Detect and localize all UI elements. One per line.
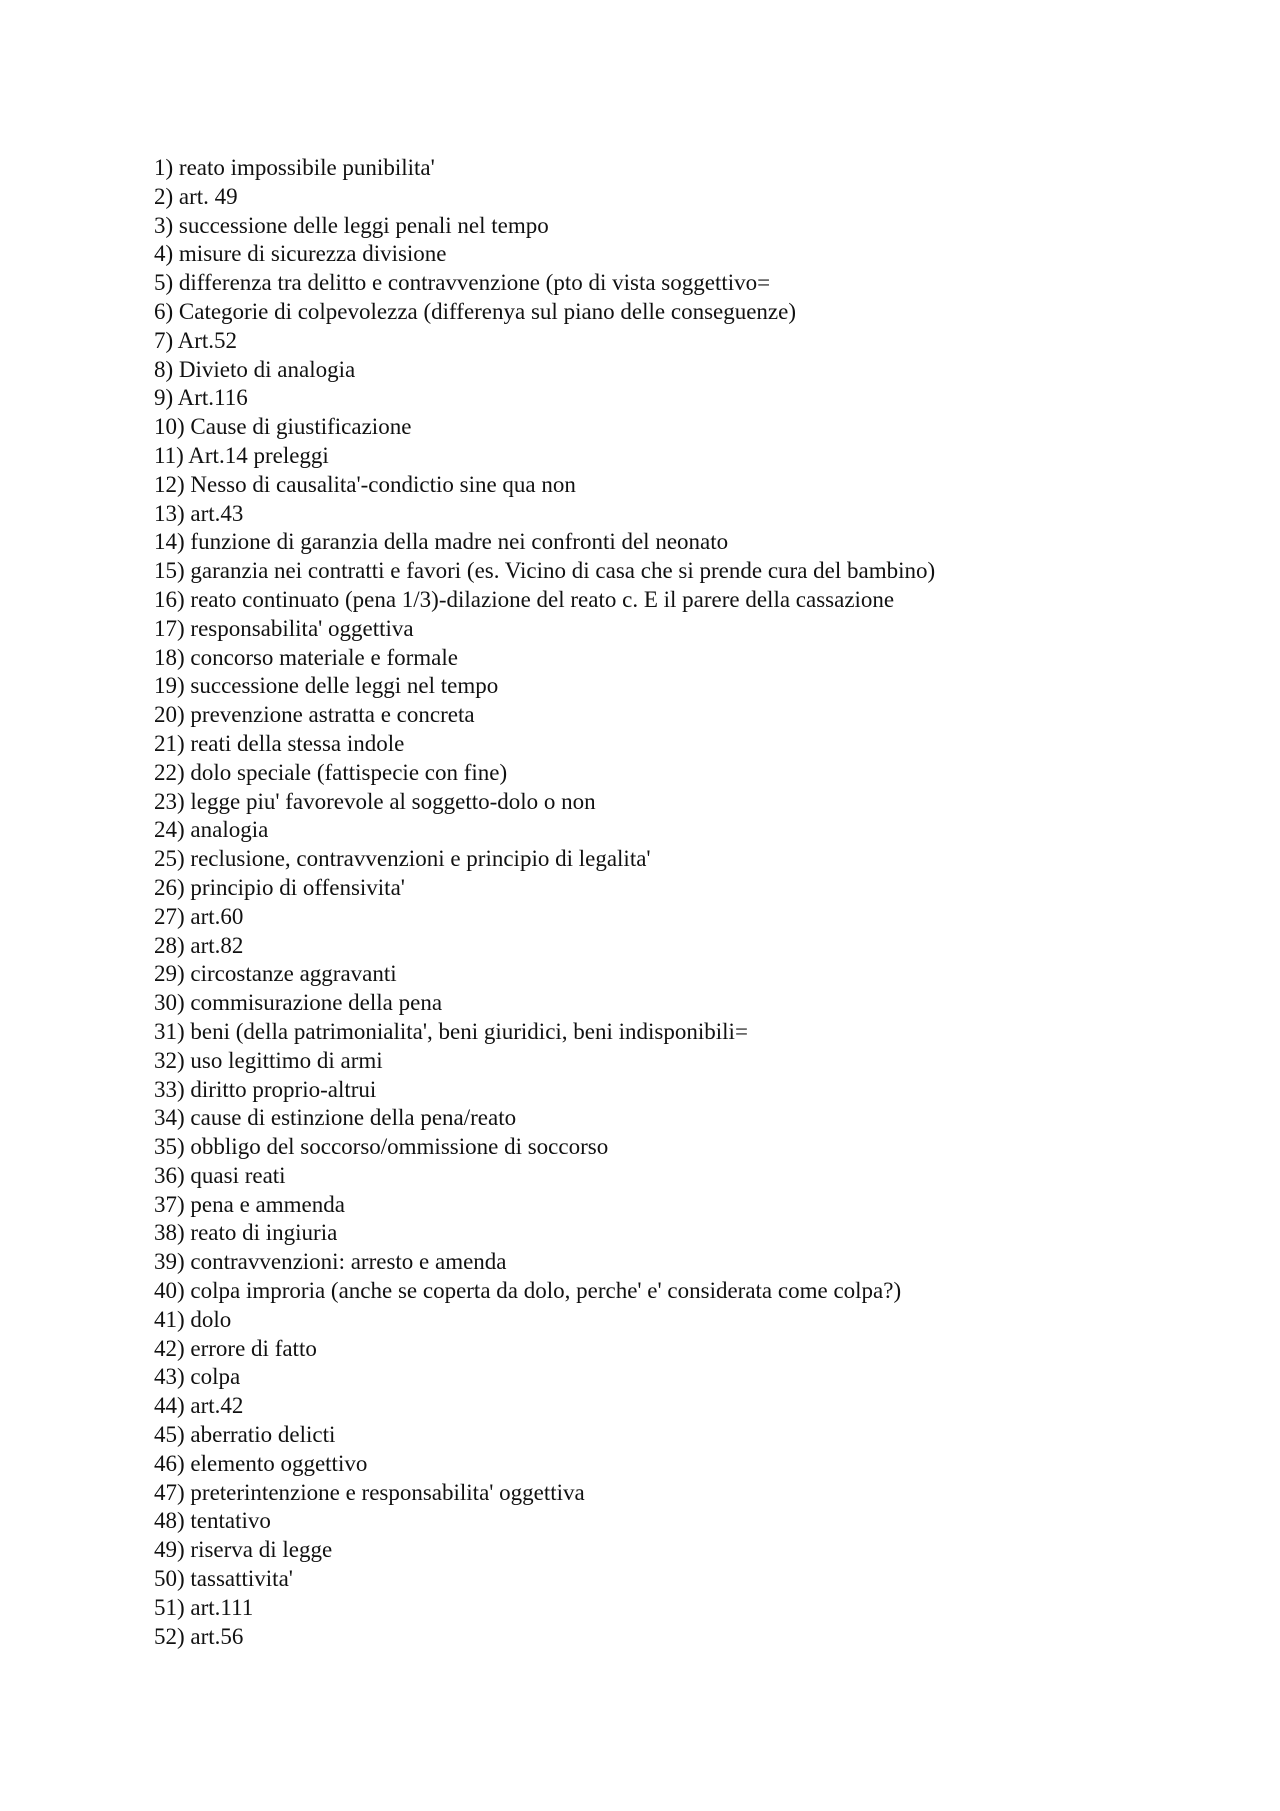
list-item: 8) Divieto di analogia	[154, 356, 356, 382]
list-item: 34) cause di estinzione della pena/reato	[154, 1105, 517, 1131]
list-item: 41) dolo	[154, 1306, 232, 1332]
list-item: 43) colpa	[154, 1364, 241, 1390]
list-item: 6) Categorie di colpevolezza (differenya sul piano delle conseguenze)	[154, 298, 797, 324]
list-item: 3) successione delle leggi penali nel tempo	[154, 212, 549, 238]
list-item: 18) concorso materiale e formale	[154, 644, 458, 670]
list-item: 32) uso legittimo di armi	[154, 1047, 383, 1073]
list-item: 36) quasi reati	[154, 1162, 286, 1188]
list-item: 17) responsabilita' oggettiva	[154, 615, 414, 641]
list-item: 21) reati della stessa indole	[154, 730, 405, 756]
list-item: 2) art. 49	[154, 183, 238, 209]
list-item: 11) Art.14 preleggi	[154, 442, 329, 468]
list-item: 47) preterintenzione e responsabilita' oggettiva	[154, 1479, 585, 1505]
list-item: 13) art.43	[154, 500, 244, 526]
list-item: 38) reato di ingiuria	[154, 1220, 338, 1246]
list-item: 48) tentativo	[154, 1508, 271, 1534]
list-item: 10) Cause di giustificazione	[154, 414, 412, 440]
list-item: 12) Nesso di causalita'-condictio sine qua non	[154, 471, 576, 497]
list-item: 49) riserva di legge	[154, 1537, 333, 1563]
question-list	[154, 154, 1154, 1651]
list-item: 24) analogia	[154, 817, 269, 843]
list-item: 27) art.60	[154, 903, 244, 929]
list-item: 30) commisurazione della pena	[154, 990, 443, 1016]
list-item: 7) Art.52	[154, 327, 238, 353]
list-item: 50) tassattivita'	[154, 1566, 293, 1592]
list-item: 39) contravvenzioni: arresto e amenda	[154, 1249, 507, 1275]
list-item: 44) art.42	[154, 1393, 244, 1419]
list-item: 37) pena e ammenda	[154, 1191, 345, 1217]
list-item: 52) art.56	[154, 1623, 244, 1649]
list-item: 31) beni (della patrimonialita', beni giuridici, beni indisponibili=	[154, 1018, 748, 1044]
list-item: 51) art.111	[154, 1594, 254, 1620]
list-item: 1) reato impossibile punibilita'	[154, 155, 435, 180]
list-item: 19) successione delle leggi nel tempo	[154, 673, 499, 699]
list-item: 33) diritto proprio-altrui	[154, 1076, 377, 1102]
list-item: 20) prevenzione astratta e concreta	[154, 702, 475, 728]
list-item: 4) misure di sicurezza divisione	[154, 241, 447, 267]
list-item: 15) garanzia nei contratti e favori (es. Vicino di casa che si prende cura del bambino)	[154, 558, 936, 584]
list-item: 14) funzione di garanzia della madre nei confronti del neonato	[154, 529, 729, 555]
list-item: 16) reato continuato (pena 1/3)-dilazione del reato c. E il parere della cassazione	[154, 586, 895, 612]
list-item: 46) elemento oggettivo	[154, 1450, 368, 1476]
list-item: 26) principio di offensivita'	[154, 874, 405, 900]
list-item: 42) errore di fatto	[154, 1335, 317, 1361]
list-item: 25) reclusione, contravvenzioni e principio di legalita'	[154, 846, 651, 872]
list-item: 28) art.82	[154, 932, 244, 958]
list-item: 40) colpa improria (anche se coperta da dolo, perche' e' considerata come colpa?)	[154, 1278, 902, 1304]
list-item: 9) Art.116	[154, 385, 248, 411]
list-item: 5) differenza tra delitto e contravvenzione (pto di vista soggettivo=	[154, 270, 771, 296]
list-item: 35) obbligo del soccorso/ommissione di soccorso	[154, 1134, 609, 1160]
list-item: 23) legge piu' favorevole al soggetto-dolo o non	[154, 788, 596, 814]
list-item: 29) circostanze aggravanti	[154, 961, 397, 987]
list-item: 22) dolo speciale (fattispecie con fine)	[154, 759, 508, 785]
list-item: 45) aberratio delicti	[154, 1422, 336, 1448]
